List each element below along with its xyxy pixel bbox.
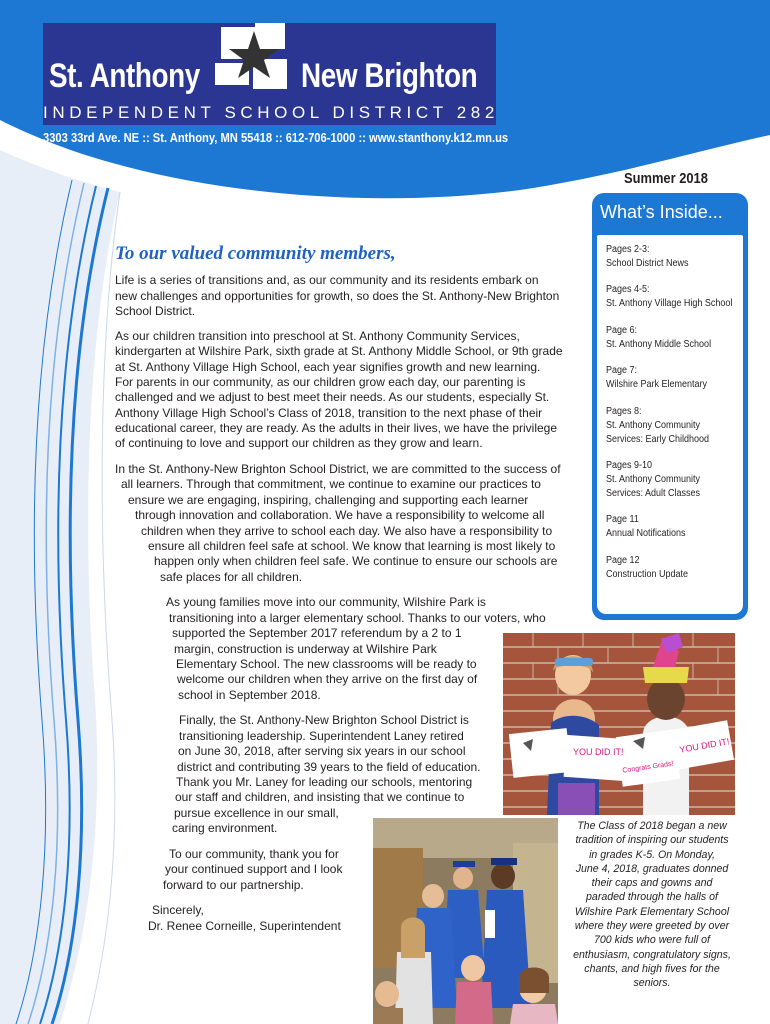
students-with-signs-photo (503, 633, 735, 815)
letter-line: our staff and children, and insisting that we continue to (175, 790, 465, 804)
toc-desc: St. Anthony Community (606, 420, 701, 431)
toc-page: Pages 9-10 (606, 460, 653, 471)
whats-inside-box (592, 193, 748, 620)
letter-line: at St. Anthony Village High School, each year signifies growth and new learning. (115, 360, 541, 374)
toc-page: Page 11 (606, 514, 639, 525)
caption-line: The Class of 2018 began a new (577, 820, 727, 832)
letter-line: your continued support and I look (165, 862, 343, 876)
caption-line: where they were greeted by over (574, 920, 730, 933)
letter-line: supported the September 2017 referendum by a 2 to 1 (172, 626, 462, 640)
letter-line: new challenges and opportunities for growth, so does the St. Anthony-New Brighton (115, 289, 560, 303)
masthead (43, 23, 499, 125)
letter-line: ensure all children feel safe at school. We know that learning is most likely to (148, 539, 556, 553)
letter-heading: To our valued community members, (115, 243, 396, 264)
toc-page: Page 7: (606, 365, 638, 376)
school-name-right: New Brighton (301, 57, 478, 95)
graduates-hallway-photo (373, 818, 558, 1024)
sign-text: YOU DID IT! (678, 736, 731, 755)
letter-line: Sincerely, (152, 903, 204, 917)
letter-line: School District. (115, 304, 196, 318)
whats-inside-title: What’s Inside... (600, 202, 723, 222)
letter-line: forward to our partnership. (163, 878, 304, 892)
letter-line: Elementary School. The new classrooms will be ready to (176, 657, 477, 671)
letter-line: safe places for all children. (160, 570, 303, 584)
letter-line: through innovation and collaboration. We have a responsibility to welcome all (135, 508, 545, 522)
sign-text: YOU DID IT! (573, 747, 624, 757)
photo-caption (563, 819, 741, 991)
letter-line: of continuing to love and support our children as they grow and learn. (115, 436, 483, 450)
caption-line: their caps and gowns and (591, 877, 713, 890)
issue-season: Summer 2018 (624, 170, 708, 187)
caption-line: tradition of inspiring our students (575, 834, 729, 847)
letter-line: transitioning leadership. Superintendent Laney retired (179, 729, 464, 743)
letter-line: district and contributing 39 years to the field of education. (177, 760, 481, 774)
letter-line: challenged and we adjust to best meet their needs. As our students, especially St. (115, 390, 550, 404)
sign-text: Congrats Grads! (622, 760, 674, 775)
star-logo-icon (215, 23, 293, 91)
letter-line: ensure we are engaging, inspiring, challenging and supporting each learner (128, 493, 529, 507)
letter-line: As our children transition into preschool at St. Anthony Community Services, (115, 329, 520, 343)
toc-desc: Services: Early Childhood (606, 434, 710, 445)
caption-line: June 4, 2018, graduates donned (575, 862, 729, 875)
letter-line: happen only when children feel safe. We continue to ensure our schools are (154, 554, 558, 568)
caption-line: paraded through the halls of (586, 891, 718, 904)
letter-line: kindergarten at Wilshire Park, sixth grade at St. Anthony Middle School, or 9th grade (115, 344, 563, 358)
toc-desc: St. Anthony Middle School (606, 339, 712, 350)
caption-line: Wilshire Park Elementary School (574, 905, 730, 918)
letter-line: welcome our children when they arrive on the first day of (177, 672, 478, 686)
letter-line: In the St. Anthony-New Brighton School District, we are committed to the success of (115, 462, 561, 476)
letter-line: Life is a series of transitions and, as our community and its residents embark on (115, 273, 539, 287)
toc-desc: Wilshire Park Elementary (606, 379, 708, 390)
caption-line: enthusiasm, congratulatory signs, (573, 948, 731, 961)
letter-line: children when they arrive to school each day. We also have a responsibility to (141, 524, 553, 538)
letter-line: caring environment. (172, 821, 278, 835)
toc-page: Page 6: (606, 325, 638, 336)
table-of-contents (597, 235, 743, 614)
letter-line: Anthony Village High School’s Class of 2018, transition to the next phase of their (115, 406, 543, 420)
toc-page: Page 12 (606, 555, 640, 566)
caption-line: in grades K-5. On Monday, (589, 848, 715, 861)
letter-line: As young families move into our community, Wilshire Park is (166, 595, 486, 609)
toc-page: Pages 2-3: (606, 244, 650, 255)
toc-page: Pages 8: (606, 406, 642, 417)
toc-desc: St. Anthony Community (606, 474, 701, 485)
toc-desc: School District News (606, 258, 689, 269)
toc-desc: Services: Adult Classes (606, 488, 701, 499)
toc-desc: Annual Notifications (606, 528, 686, 539)
letter-line: all learners. Through that commitment, we continue to examine our practices to (121, 477, 541, 491)
letter-line: school in September 2018. (178, 688, 321, 702)
school-name-left: St. Anthony (49, 57, 200, 95)
letter-line: To our community, thank you for (169, 847, 339, 861)
toc-page: Pages 4-5: (606, 284, 650, 295)
address-line: 3303 33rd Ave. NE :: St. Anthony, MN 55418 :: 612-706-1000 :: www.stanthony.k12.mn.us (43, 130, 509, 145)
letter-line: margin, construction is underway at Wilshire Park (174, 642, 437, 656)
letter-line: educational career, they are ready. As the adults in their lives, we have the privilege (115, 421, 558, 435)
caption-line: 700 kids who were full of (593, 934, 710, 947)
letter-line: on June 30, 2018, after serving six years in our school (178, 744, 466, 758)
district-name: INDEPENDENT SCHOOL DISTRICT 282 (43, 103, 499, 122)
caption-line: seniors. (633, 977, 671, 990)
letter-line: For parents in our community, as our children grow each day, our parenting is (115, 375, 526, 389)
signature-line: Dr. Renee Corneille, Superintendent (148, 919, 341, 933)
toc-desc: Construction Update (606, 569, 689, 580)
caption-line: chants, and high fives for the (584, 962, 720, 975)
letter-line: pursue excellence in our small, (174, 806, 339, 820)
toc-desc: St. Anthony Village High School (606, 298, 733, 309)
letter-line: Finally, the St. Anthony-New Brighton School District is (179, 713, 469, 727)
letter-line: transitioning into a larger elementary school. Thanks to our voters, who (169, 611, 546, 625)
letter-line: Thank you Mr. Laney for leading our schools, mentoring (176, 775, 473, 789)
